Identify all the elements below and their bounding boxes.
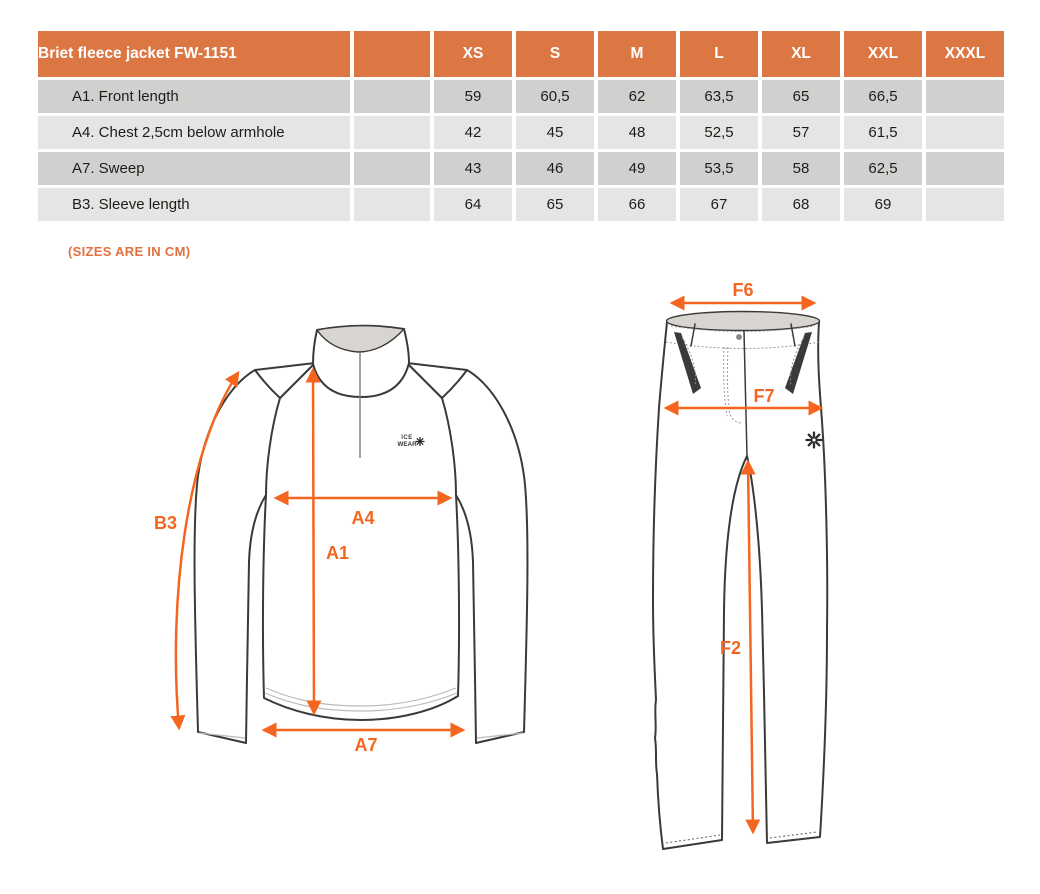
value-cell: 69 — [844, 188, 922, 221]
measure-f2-label: F2 — [719, 638, 741, 658]
table-row — [38, 80, 1004, 113]
value-cell: 68 — [762, 188, 840, 221]
value-cell: 49 — [598, 152, 676, 185]
value-cell: 42 — [434, 116, 512, 149]
table-row — [38, 116, 1004, 149]
size-table — [34, 28, 1008, 224]
measure-a4-label: A4 — [351, 508, 375, 528]
snowflake-icon — [807, 433, 822, 448]
table-row — [38, 188, 1004, 221]
table-title: Briet fleece jacket FW-1151 — [38, 31, 350, 77]
value-cell: 63,5 — [680, 80, 758, 113]
value-cell: 52,5 — [680, 116, 758, 149]
value-cell: 64 — [434, 188, 512, 221]
value-cell: 61,5 — [844, 116, 922, 149]
value-cell: 66 — [598, 188, 676, 221]
snowflake-icon — [416, 438, 424, 446]
value-cell — [926, 116, 1004, 149]
spacer-cell — [354, 152, 430, 185]
size-col-header: XS — [434, 31, 512, 77]
header-spacer-cell — [354, 31, 430, 77]
waist-button — [736, 334, 742, 340]
value-cell: 60,5 — [516, 80, 594, 113]
logo-text-top: ICE — [401, 435, 413, 441]
row-label: A7. Sweep — [38, 152, 350, 185]
measure-f7-label: F7 — [753, 386, 775, 406]
table-header-row — [38, 31, 1004, 77]
value-cell: 62,5 — [844, 152, 922, 185]
spacer-cell — [354, 188, 430, 221]
spacer-cell — [354, 80, 430, 113]
logo-text-bottom: WEAR — [397, 441, 417, 448]
size-col-header: M — [598, 31, 676, 77]
jacket-diagram — [150, 290, 580, 760]
size-col-header: XL — [762, 31, 840, 77]
measure-a1-label: A1 — [326, 543, 350, 563]
size-col-header: XXXL — [926, 31, 1004, 77]
spacer-cell — [354, 116, 430, 149]
waistband-top — [667, 312, 820, 331]
size-col-header: L — [680, 31, 758, 77]
jacket-left-sleeve — [195, 370, 266, 743]
size-col-header: XXL — [844, 31, 922, 77]
measure-a1-arrow — [313, 370, 314, 713]
jacket-body — [263, 363, 459, 720]
value-cell: 48 — [598, 116, 676, 149]
table-row — [38, 152, 1004, 185]
measure-f6-label: F6 — [732, 280, 754, 300]
row-label: B3. Sleeve length — [38, 188, 350, 221]
value-cell: 43 — [434, 152, 512, 185]
measure-b3-label: B3 — [153, 513, 177, 533]
value-cell: 45 — [516, 116, 594, 149]
value-cell: 46 — [516, 152, 594, 185]
value-cell: 62 — [598, 80, 676, 113]
jacket-right-sleeve — [456, 370, 527, 743]
measure-a7-label: A7 — [354, 735, 378, 755]
pants-diagram — [640, 280, 900, 875]
value-cell: 66,5 — [844, 80, 922, 113]
pants-body — [653, 322, 827, 849]
value-cell: 57 — [762, 116, 840, 149]
value-cell: 53,5 — [680, 152, 758, 185]
row-label: A1. Front length — [38, 80, 350, 113]
value-cell: 58 — [762, 152, 840, 185]
value-cell: 65 — [516, 188, 594, 221]
value-cell — [926, 188, 1004, 221]
measure-f2-arrow — [748, 462, 753, 832]
value-cell: 67 — [680, 188, 758, 221]
value-cell: 65 — [762, 80, 840, 113]
size-col-header: S — [516, 31, 594, 77]
value-cell — [926, 152, 1004, 185]
units-note: (SIZES ARE IN CM) — [68, 244, 191, 259]
value-cell: 59 — [434, 80, 512, 113]
ice-wear-logo — [397, 435, 424, 448]
row-label: A4. Chest 2,5cm below armhole — [38, 116, 350, 149]
value-cell — [926, 80, 1004, 113]
